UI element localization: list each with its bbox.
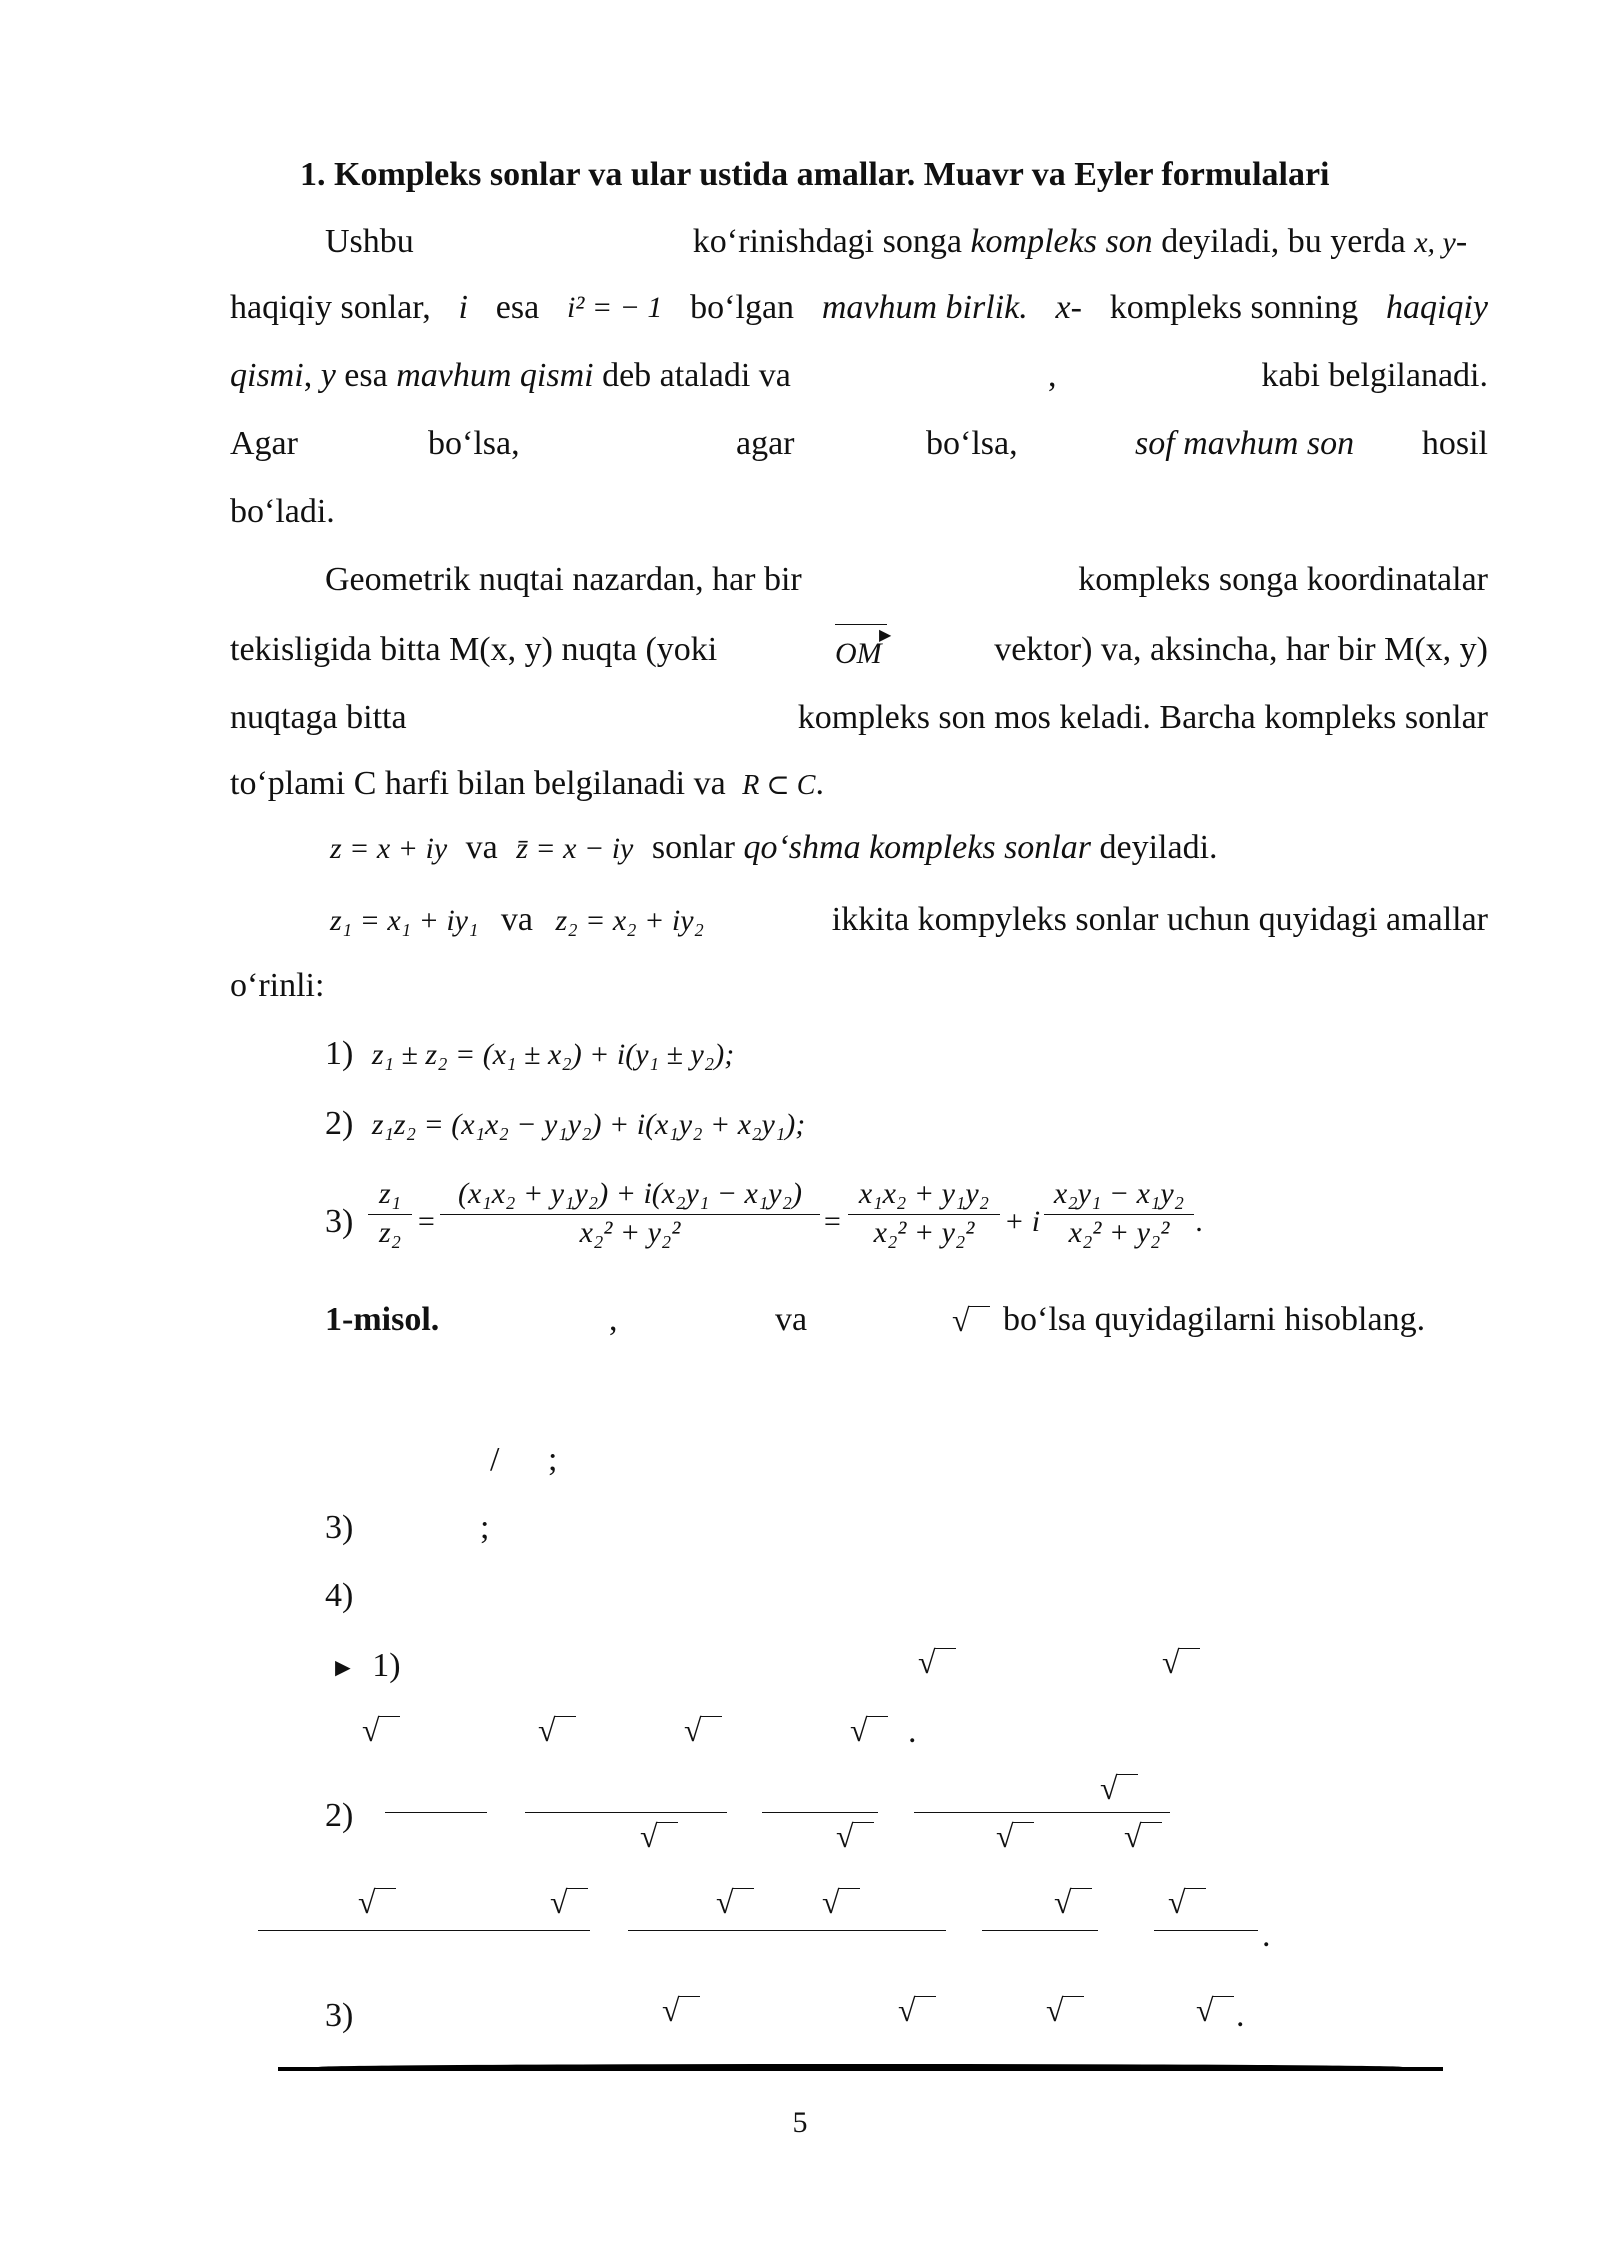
denominator: x₂² + y₂² bbox=[579, 1216, 681, 1249]
formula-1 bbox=[325, 1034, 734, 1075]
sqrt-icon: √ bbox=[918, 1644, 956, 1680]
math-xy: x, y bbox=[1414, 226, 1456, 259]
sqrt-icon: √ bbox=[952, 1302, 990, 1338]
sqrt-icon: √ bbox=[1124, 1818, 1162, 1854]
footer-rule bbox=[278, 2067, 1443, 2071]
sqrt-icon: √ bbox=[1054, 1884, 1092, 1920]
sqrt-icon: √ bbox=[362, 1712, 400, 1748]
p1-word: Ushbu bbox=[325, 223, 414, 260]
fraction-bar bbox=[762, 1812, 878, 1813]
formula-sum: z₁ ± z₂ = (x₁ ± x₂) + i(y₁ ± y₂); bbox=[371, 1038, 735, 1071]
p1-text: bo‘lsa, bbox=[428, 425, 520, 462]
formula-product: z₁z₂ = (x₁x₂ − y₁y₂) + i(x₁y₂ + x₂y₁); bbox=[371, 1108, 806, 1141]
solution-1 bbox=[330, 1646, 401, 1688]
fraction-bar bbox=[982, 1930, 1098, 1931]
sqrt-icon: √ bbox=[850, 1712, 888, 1748]
p1-text: bo‘lsa, bbox=[926, 425, 1018, 462]
p1-text: bo‘lgan bbox=[690, 289, 795, 326]
p2-line4 bbox=[230, 764, 824, 806]
item-label: 3) bbox=[325, 1997, 354, 2034]
p4-line1 bbox=[330, 900, 1488, 941]
formula-label: 1) bbox=[325, 1035, 354, 1072]
p1-text: kompleks sonning bbox=[1109, 289, 1359, 326]
term-qismi: qismi bbox=[230, 357, 304, 394]
p1-line2 bbox=[230, 288, 1488, 328]
p1-text: agar bbox=[736, 425, 795, 462]
fraction-main bbox=[440, 1176, 820, 1251]
sqrt-icon: √ bbox=[1100, 1770, 1138, 1806]
p1-text: ko‘rinishdagi songa bbox=[692, 223, 962, 260]
sqrt-icon: √ bbox=[358, 1884, 396, 1920]
period: . bbox=[908, 1713, 917, 1750]
solution-marker-icon: ► bbox=[330, 1653, 356, 1682]
example-title: 1-misol. bbox=[325, 1301, 440, 1338]
term-haqiqiy: haqiqiy bbox=[1385, 289, 1488, 326]
semicolon: ; bbox=[480, 1509, 490, 1546]
p3-text: va bbox=[465, 829, 498, 866]
formula-2 bbox=[325, 1104, 805, 1145]
p2-text: nuqtaga bitta bbox=[230, 699, 407, 736]
p1-text: esa bbox=[495, 289, 540, 326]
p1-text: hosil bbox=[1421, 425, 1488, 462]
fraction-bar bbox=[525, 1812, 727, 1813]
arrowhead-icon: ▶ bbox=[879, 627, 892, 644]
math-i-squared: i² = − 1 bbox=[567, 291, 663, 324]
p1-text: deyiladi, bu yerda bbox=[1161, 223, 1406, 260]
item-label: 1) bbox=[372, 1647, 401, 1684]
fraction-imag bbox=[1044, 1176, 1194, 1251]
p2-text: Geometrik nuqtai nazardan, har bir bbox=[325, 561, 802, 598]
example-text: va bbox=[775, 1301, 808, 1338]
page-number: 5 bbox=[792, 2106, 808, 2139]
p2-text: kompleks songa koordinatalar bbox=[1078, 561, 1488, 598]
section-heading: 1. Kompleks sonlar va ular ustida amallar. Muavr va Eyler formulalari bbox=[300, 156, 1330, 193]
comma: , bbox=[1048, 357, 1057, 394]
math-z: z = x + iy bbox=[330, 832, 448, 865]
comma: , bbox=[303, 357, 313, 394]
sqrt-icon: √ bbox=[640, 1818, 678, 1854]
p1-line1 bbox=[325, 222, 1467, 263]
p4-text: va bbox=[500, 901, 534, 938]
math-x: x- bbox=[1055, 289, 1082, 326]
slash: / bbox=[490, 1441, 500, 1478]
fraction-bar bbox=[628, 1930, 946, 1931]
p2-text: vektor) va, aksincha, har bir M(x, y) bbox=[994, 631, 1488, 668]
fraction-bar bbox=[258, 1930, 590, 1931]
math-y: y bbox=[320, 357, 336, 394]
numerator: (x₁x₂ + y₁y₂) + i(x₂y₁ − x₁y₂) bbox=[440, 1176, 820, 1215]
sqrt-icon: √ bbox=[1046, 1992, 1084, 2028]
term-qoshma: qo‘shma kompleks sonlar bbox=[743, 829, 1091, 866]
p2-text: kompleks son mos keladi. Barcha kompleks sonlar bbox=[797, 699, 1488, 736]
sqrt-icon: √ bbox=[662, 1992, 700, 2028]
period: . bbox=[1262, 1917, 1271, 1954]
period: . bbox=[1196, 1205, 1204, 1238]
p1-text: deb ataladi va bbox=[602, 357, 791, 394]
term-mavhum-qismi: mavhum qismi bbox=[396, 357, 594, 394]
fraction-real bbox=[848, 1176, 1000, 1251]
p1-line5: bo‘ladi. bbox=[230, 493, 335, 530]
term-mavhum-birlik: mavhum birlik. bbox=[821, 289, 1028, 326]
semicolon: ; bbox=[548, 1441, 558, 1478]
denominator: z₂ bbox=[378, 1216, 402, 1249]
fraction-bar bbox=[914, 1812, 1170, 1813]
fraction-bar bbox=[1154, 1930, 1258, 1931]
p1-text: haqiqiy sonlar, bbox=[230, 289, 431, 326]
p4-line2: o‘rinli: bbox=[230, 967, 325, 1004]
item-label: 3) bbox=[325, 1509, 354, 1546]
denominator: x₂² + y₂² bbox=[1068, 1216, 1170, 1249]
item-label: 2) bbox=[325, 1797, 354, 1834]
p4-text: ikkita kompyleks sonlar uchun quyidagi amallar bbox=[831, 901, 1488, 938]
p2-text: to‘plami C harfi bilan belgilanadi va bbox=[230, 765, 726, 802]
p3-text: deyiladi. bbox=[1099, 829, 1218, 866]
dash: - bbox=[1455, 223, 1468, 260]
vector-label: OM bbox=[835, 637, 882, 670]
p1-text: esa bbox=[344, 357, 388, 394]
p1-text: Agar bbox=[230, 425, 298, 462]
sqrt-icon: √ bbox=[836, 1818, 874, 1854]
numerator: x₁x₂ + y₁y₂ bbox=[848, 1176, 1000, 1215]
vector-om bbox=[835, 627, 892, 674]
comma: , bbox=[609, 1301, 618, 1338]
p3-line bbox=[330, 828, 1218, 869]
equals: = bbox=[416, 1205, 437, 1238]
formula-label: 3) bbox=[325, 1203, 354, 1240]
item-label: 4) bbox=[325, 1577, 354, 1614]
sqrt-icon: √ bbox=[716, 1884, 754, 1920]
term-sof-mavhum-son: sof mavhum son bbox=[1135, 425, 1355, 462]
p3-text: sonlar bbox=[651, 829, 735, 866]
equals: = bbox=[822, 1205, 843, 1238]
numerator: x₂y₁ − x₁y₂ bbox=[1044, 1176, 1194, 1215]
example-text: bo‘lsa quyidagilarni hisoblang. bbox=[1003, 1301, 1426, 1338]
sqrt-icon: √ bbox=[1168, 1884, 1206, 1920]
sqrt-icon: √ bbox=[684, 1712, 722, 1748]
numerator: z₁ bbox=[368, 1176, 412, 1215]
math-z2: z₂ = x₂ + iy₂ bbox=[555, 904, 704, 937]
p1-line3 bbox=[230, 356, 1488, 396]
sqrt-icon: √ bbox=[822, 1884, 860, 1920]
formula-label: 2) bbox=[325, 1105, 354, 1142]
term-kompleks-son: kompleks son bbox=[970, 223, 1153, 260]
fraction-bar bbox=[385, 1812, 487, 1813]
period: . bbox=[1236, 1997, 1245, 2034]
math-z1: z₁ = x₁ + iy₁ bbox=[330, 904, 479, 937]
sqrt-icon: √ bbox=[538, 1712, 576, 1748]
denominator: x₂² + y₂² bbox=[873, 1216, 975, 1249]
sqrt-icon: √ bbox=[1162, 1644, 1200, 1680]
math-i: i bbox=[458, 289, 468, 326]
p1-text: kabi belgilanadi. bbox=[1261, 357, 1488, 394]
plus-i: + i bbox=[1004, 1205, 1041, 1238]
sqrt-icon: √ bbox=[996, 1818, 1034, 1854]
math-r-subset-c: R ⊂ C bbox=[742, 770, 816, 801]
period: . bbox=[815, 765, 824, 802]
math-z-conjugate: z̄ = x − iy bbox=[516, 832, 634, 865]
sqrt-icon: √ bbox=[898, 1992, 936, 2028]
sqrt-icon: √ bbox=[550, 1884, 588, 1920]
p2-text: tekisligida bitta M(x, y) nuqta (yoki bbox=[230, 631, 718, 668]
sqrt-icon: √ bbox=[1196, 1992, 1234, 2028]
fraction-z1-z2 bbox=[368, 1176, 412, 1251]
